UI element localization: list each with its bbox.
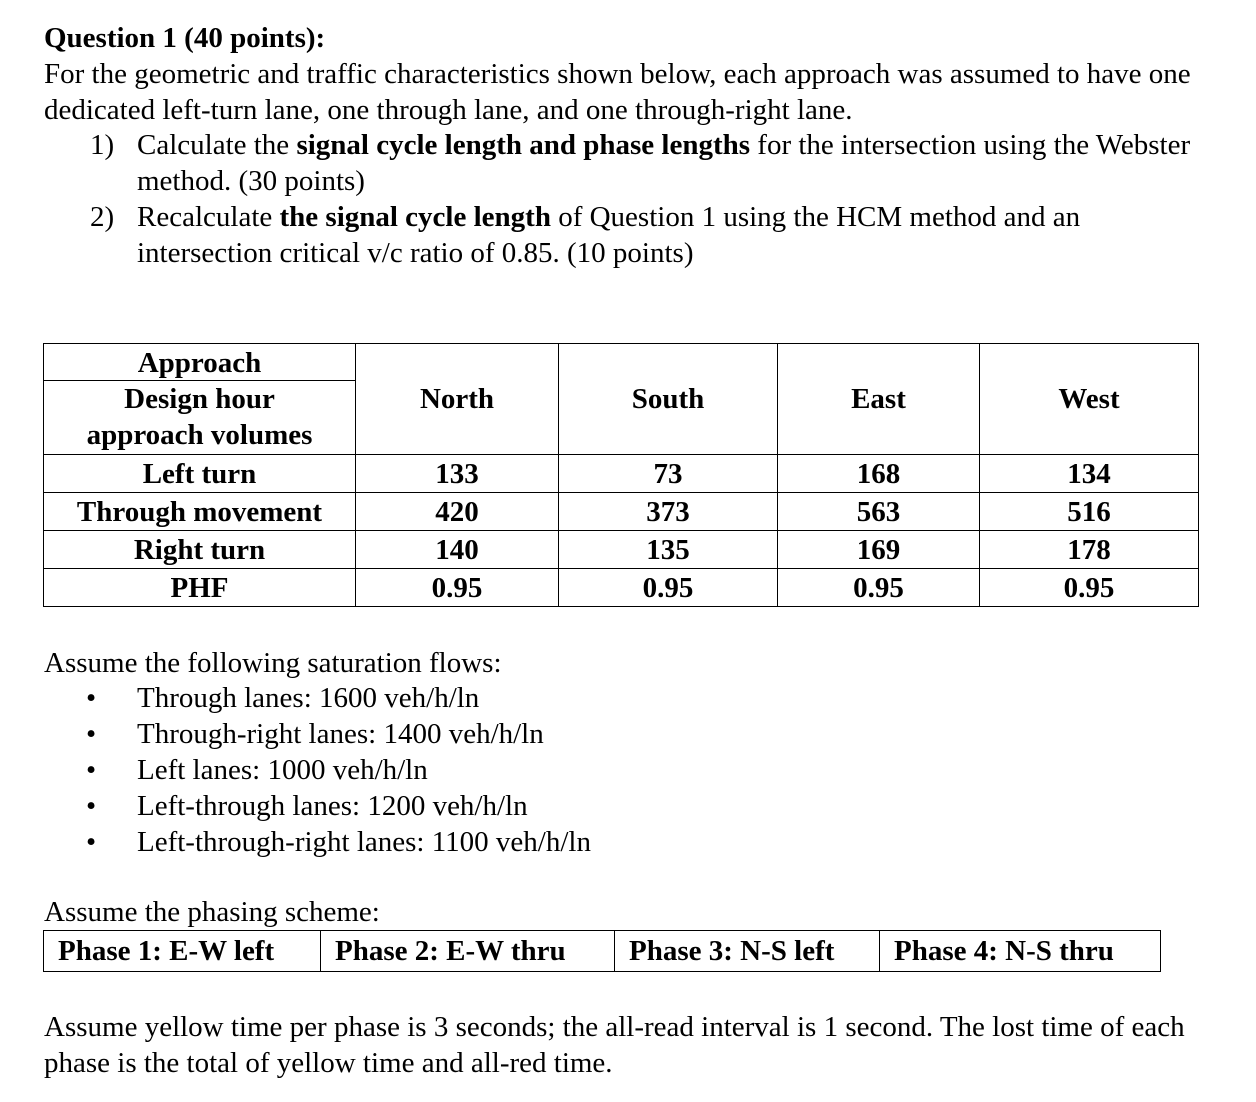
table-row-phf [44,569,1199,607]
header-design-hour: Design hour [124,383,275,415]
header-approach: Approach [137,347,262,379]
item-number: 2) [90,201,115,233]
table-row-through [44,493,1199,531]
table-cell: 73 [559,455,778,493]
question-item-2 [90,199,1210,271]
question-item-1 [90,127,1210,199]
header-divider [44,380,355,381]
column-header-north: North [356,344,559,455]
table-cell: 563 [778,493,980,531]
column-header-east: East [778,344,980,455]
table-cell: 420 [356,493,559,531]
item-text: Calculate the signal cycle length and phase lengths for the intersection using the Webster method. (30 points) [137,129,1191,197]
table-cell: 134 [980,455,1199,493]
bullet-icon: • [86,718,97,750]
item-text: Recalculate the signal cycle length of Question 1 using the HCM method and an intersection critical v/c ratio of 0.85. (10 points) [137,201,1081,269]
item-number: 1) [90,129,115,161]
table-cell: 133 [356,455,559,493]
table-cell: 135 [559,531,778,569]
column-header-west: West [980,344,1199,455]
phase-cell: Phase 3: N-S left [615,931,880,972]
list-item-text: Through-right lanes: 1400 veh/h/ln [137,718,544,750]
table-cell: 0.95 [559,569,778,607]
question-title: Question 1 (40 points): [44,22,326,54]
table-cell: 0.95 [778,569,980,607]
bullet-icon: • [86,790,97,822]
table-header-approach [44,344,356,455]
table-cell: 0.95 [980,569,1199,607]
list-item-text: Left lanes: 1000 veh/h/ln [137,754,428,786]
table-cell: 516 [980,493,1199,531]
question-intro: For the geometric and traffic characteristics shown below, each approach was assumed to have one dedicated left-turn lane, one through lane, and one through-right lane. [44,58,1191,126]
table-cell: 373 [559,493,778,531]
column-header-south: South [559,344,778,455]
list-item-text: Left-through-right lanes: 1100 veh/h/ln [137,826,591,858]
saturation-title: Assume the following saturation flows: [44,647,502,679]
row-label: Left turn [44,455,356,493]
bullet-icon: • [86,682,97,714]
list-item-text: Through lanes: 1600 veh/h/ln [137,682,480,714]
table-cell: 169 [778,531,980,569]
table-row-right-turn [44,531,1199,569]
table-cell: 178 [980,531,1199,569]
table-cell: 168 [778,455,980,493]
bullet-icon: • [86,754,97,786]
row-label: Through movement [44,493,356,531]
yellow-time-note: Assume yellow time per phase is 3 seconds; the all-read interval is 1 second. The lost time of each phase is the total of yellow time and all-red time. [44,1011,1185,1079]
table-row-left-turn [44,455,1199,493]
item-emphasis: the signal cycle length [279,201,551,233]
phase-cell: Phase 2: E-W thru [321,931,615,972]
phasing-table [43,930,1161,972]
row-label: PHF [44,569,356,607]
table-cell: 0.95 [356,569,559,607]
volume-table [43,343,1199,607]
phase-cell: Phase 4: N-S thru [880,931,1161,972]
list-item-text: Left-through lanes: 1200 veh/h/ln [137,790,528,822]
header-approach-volumes: approach volumes [86,419,313,451]
table-cell: 140 [356,531,559,569]
bullet-icon: • [86,826,97,858]
phasing-title: Assume the phasing scheme: [44,896,380,928]
row-label: Right turn [44,531,356,569]
phase-cell: Phase 1: E-W left [44,931,321,972]
item-emphasis: signal cycle length and phase lengths [296,129,751,161]
